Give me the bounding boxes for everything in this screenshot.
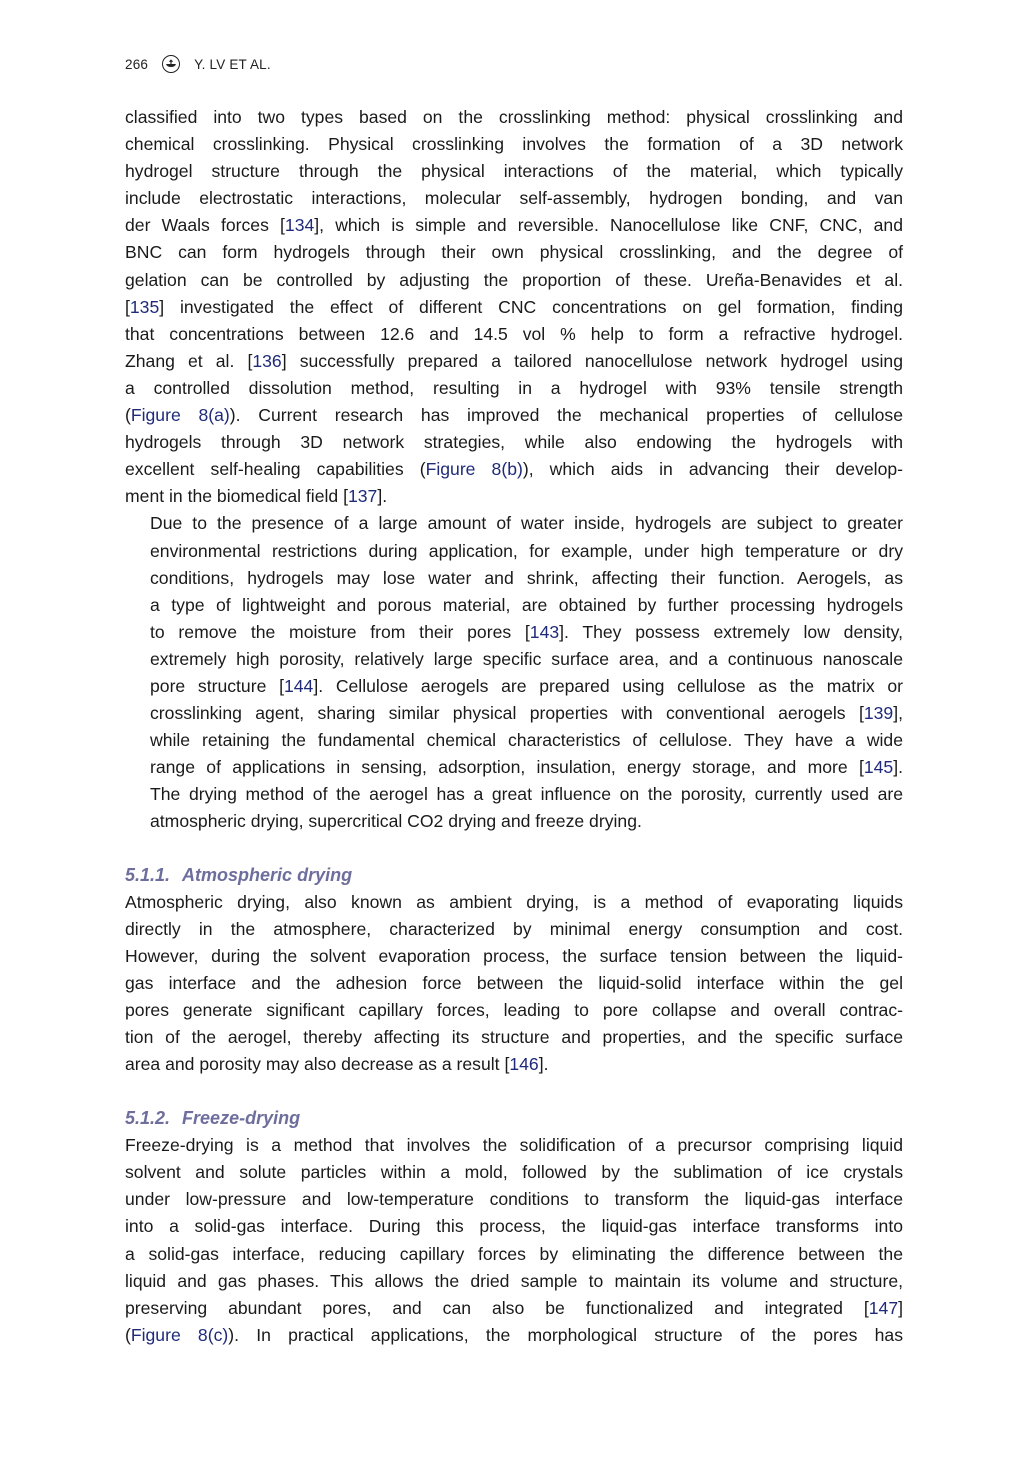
text-line <box>125 673 903 700</box>
text-line <box>125 321 903 348</box>
text-segment: pores generate significant capillary forces, leading to pore collapse and overall contrac- <box>125 999 903 1020</box>
text-line <box>125 700 903 727</box>
text-segment: a controlled dissolution method, resulting in a hydrogel with 93% tensile strength <box>125 377 903 398</box>
text-segment: conditions, hydrogels may lose water and shrink, affecting their function. Aerogels, as <box>150 567 903 588</box>
text-segment: pore structure [ <box>150 675 284 696</box>
figure-link[interactable]: Figure 8(c) <box>130 1324 229 1345</box>
text-line <box>125 483 903 510</box>
text-segment: ( <box>125 405 131 426</box>
text-segment: atmospheric drying, supercritical CO2 drying and freeze drying. <box>150 811 642 832</box>
text-segment: Atmospheric drying, also known as ambient drying, is a method of evaporating liquids <box>125 891 903 912</box>
text-line <box>125 185 903 212</box>
text-segment: ]. Cellulose aerogels are prepared using cellulose as the matrix or <box>313 675 903 696</box>
section-number: 5.1.1. <box>125 864 171 885</box>
text-line <box>125 1268 903 1295</box>
text-line <box>125 889 903 916</box>
text-segment: while retaining the fundamental chemical characteristics of cellulose. They have a wide <box>150 730 903 751</box>
section-title: Freeze-drying <box>182 1108 301 1129</box>
text-segment: [ <box>125 296 130 317</box>
text-segment: area and porosity may also decrease as a result [ <box>125 1054 510 1075</box>
text-segment: ] <box>898 1297 903 1318</box>
citation-link[interactable]: 139 <box>863 703 894 724</box>
citation-link[interactable]: 134 <box>284 215 315 236</box>
text-segment: ). Current research has improved the mechanical properties of cellulose <box>229 405 903 426</box>
text-segment: crosslinking agent, sharing similar physical properties with conventional aerogels [ <box>150 703 864 724</box>
text-segment: chemical crosslinking. Physical crosslinking involves the formation of a 3D network <box>125 134 903 155</box>
citation-link[interactable]: 137 <box>347 486 378 507</box>
figure-link[interactable]: Figure 8(b) <box>425 459 523 480</box>
text-segment: extremely high porosity, relatively large specific surface area, and a continuous nanoscale <box>150 648 903 669</box>
text-line <box>125 1213 903 1240</box>
text-segment: ), which aids in advancing their develop- <box>522 459 904 480</box>
text-segment: ). In practical applications, the morphological structure of the pores has <box>228 1324 904 1345</box>
text-segment: ]. <box>538 1054 549 1075</box>
text-line <box>125 943 903 970</box>
text-line <box>125 1186 903 1213</box>
text-line <box>125 727 903 754</box>
text-segment: environmental restrictions during application, for example, under high temperature or dry <box>150 540 903 561</box>
article-body <box>125 104 903 1349</box>
text-line <box>125 970 903 997</box>
text-segment: BNC can form hydrogels through their own physical crosslinking, and the degree of <box>125 242 903 263</box>
text-line <box>125 239 903 266</box>
text-segment: a type of lightweight and porous material, are obtained by further processing hydrogels <box>150 594 903 615</box>
text-segment: ]. <box>893 757 903 778</box>
text-line <box>125 348 903 375</box>
running-header <box>125 53 271 75</box>
text-line <box>125 646 903 673</box>
text-line <box>125 158 903 185</box>
text-line <box>125 104 903 131</box>
text-segment: ]. <box>377 486 388 507</box>
text-line <box>125 754 903 781</box>
text-segment: The drying method of the aerogel has a great influence on the porosity, currently used are <box>150 784 903 805</box>
text-line <box>125 1322 903 1349</box>
text-segment: gelation can be controlled by adjusting the proportion of these. Ureña-Benavides et al. <box>125 269 903 290</box>
text-line <box>125 510 903 537</box>
citation-link[interactable]: 143 <box>529 621 560 642</box>
text-line <box>125 997 903 1024</box>
citation-link[interactable]: 135 <box>129 296 160 317</box>
text-segment: ( <box>125 1324 131 1345</box>
paragraph <box>125 889 903 1079</box>
text-segment: a solid-gas interface, reducing capillary forces by eliminating the difference between the <box>125 1243 903 1264</box>
text-line <box>125 781 903 808</box>
text-line <box>125 294 903 321</box>
text-segment: Freeze-drying is a method that involves the solidification of a precursor comprising liquid <box>125 1135 903 1156</box>
text-line <box>125 456 903 483</box>
text-segment: ], <box>893 703 903 724</box>
text-segment: Zhang et al. [ <box>125 350 253 371</box>
citation-link[interactable]: 147 <box>868 1297 899 1318</box>
paragraph <box>125 1132 903 1349</box>
text-line <box>125 375 903 402</box>
text-line <box>125 1051 903 1078</box>
text-line <box>125 1159 903 1186</box>
text-segment: range of applications in sensing, adsorption, insulation, energy storage, and more [ <box>150 757 864 778</box>
text-line <box>125 592 903 619</box>
text-line <box>125 402 903 429</box>
text-line <box>125 538 903 565</box>
section-heading <box>125 1105 903 1132</box>
text-segment: ]. They possess extremely low density, <box>559 621 903 642</box>
text-segment: directly in the atmosphere, characterized by minimal energy consumption and cost. <box>125 918 903 939</box>
text-segment: hydrogels through 3D network strategies, while also endowing the hydrogels with <box>125 432 903 453</box>
text-line <box>125 1241 903 1268</box>
citation-link[interactable]: 136 <box>252 350 282 371</box>
figure-link[interactable]: Figure 8(a) <box>130 405 230 426</box>
citation-link[interactable]: 145 <box>863 757 894 778</box>
text-segment: However, during the solvent evaporation process, the surface tension between the liquid- <box>125 945 903 966</box>
text-line <box>125 1132 903 1159</box>
text-segment: classified into two types based on the crosslinking method: physical crosslinking and <box>125 107 903 127</box>
text-segment: ] successfully prepared a tailored nanocellulose network hydrogel using <box>281 350 903 371</box>
text-line <box>125 212 903 239</box>
citation-link[interactable]: 146 <box>509 1054 539 1075</box>
text-segment: include electrostatic interactions, molecular self-assembly, hydrogen bonding, and van <box>125 188 903 209</box>
text-line <box>125 429 903 456</box>
citation-link[interactable]: 144 <box>283 675 314 696</box>
text-line <box>125 267 903 294</box>
text-segment: to remove the moisture from their pores [ <box>150 621 530 642</box>
paragraph <box>125 104 903 510</box>
text-line <box>125 808 903 835</box>
text-line <box>125 1024 903 1051</box>
text-segment: ], which is simple and reversible. Nanocellulose like CNF, CNC, and <box>314 215 903 236</box>
text-segment: der Waals forces [ <box>125 215 285 236</box>
text-segment: ] investigated the effect of different CNC concentrations on gel formation, finding <box>159 296 903 317</box>
text-segment: hydrogel structure through the physical interactions of the material, which typically <box>125 161 903 182</box>
running-title: Y. LV ET AL. <box>194 56 271 72</box>
text-line <box>125 131 903 158</box>
text-segment: solvent and solute particles within a mold, followed by the sublimation of ice crystals <box>125 1162 903 1183</box>
text-line <box>125 916 903 943</box>
text-segment: under low-pressure and low-temperature conditions to transform the liquid-gas interface <box>125 1189 903 1210</box>
section-title: Atmospheric drying <box>182 864 353 885</box>
text-line <box>125 565 903 592</box>
journal-logo-icon <box>162 55 180 73</box>
text-segment: liquid and gas phases. This allows the dried sample to maintain its volume and structure, <box>125 1270 903 1291</box>
paragraph <box>125 510 903 835</box>
text-segment: tion of the aerogel, thereby affecting its structure and properties, and the specific surface <box>125 1027 903 1047</box>
text-segment: excellent self-healing capabilities ( <box>125 459 426 480</box>
text-segment: Due to the presence of a large amount of water inside, hydrogels are subject to greater <box>150 513 903 534</box>
page-number: 266 <box>125 56 149 72</box>
text-segment: preserving abundant pores, and can also be functionalized and integrated [ <box>125 1297 869 1318</box>
text-line <box>125 619 903 646</box>
section-number: 5.1.2. <box>125 1108 171 1129</box>
section-heading <box>125 862 903 889</box>
text-segment: ment in the biomedical field [ <box>125 486 348 507</box>
text-segment: that concentrations between 12.6 and 14.5 vol % help to form a refractive hydrogel. <box>125 323 903 344</box>
text-segment: gas interface and the adhesion force between the liquid-solid interface within the gel <box>125 972 903 993</box>
text-segment: into a solid-gas interface. During this process, the liquid-gas interface transforms into <box>125 1216 903 1237</box>
text-line <box>125 1295 903 1322</box>
